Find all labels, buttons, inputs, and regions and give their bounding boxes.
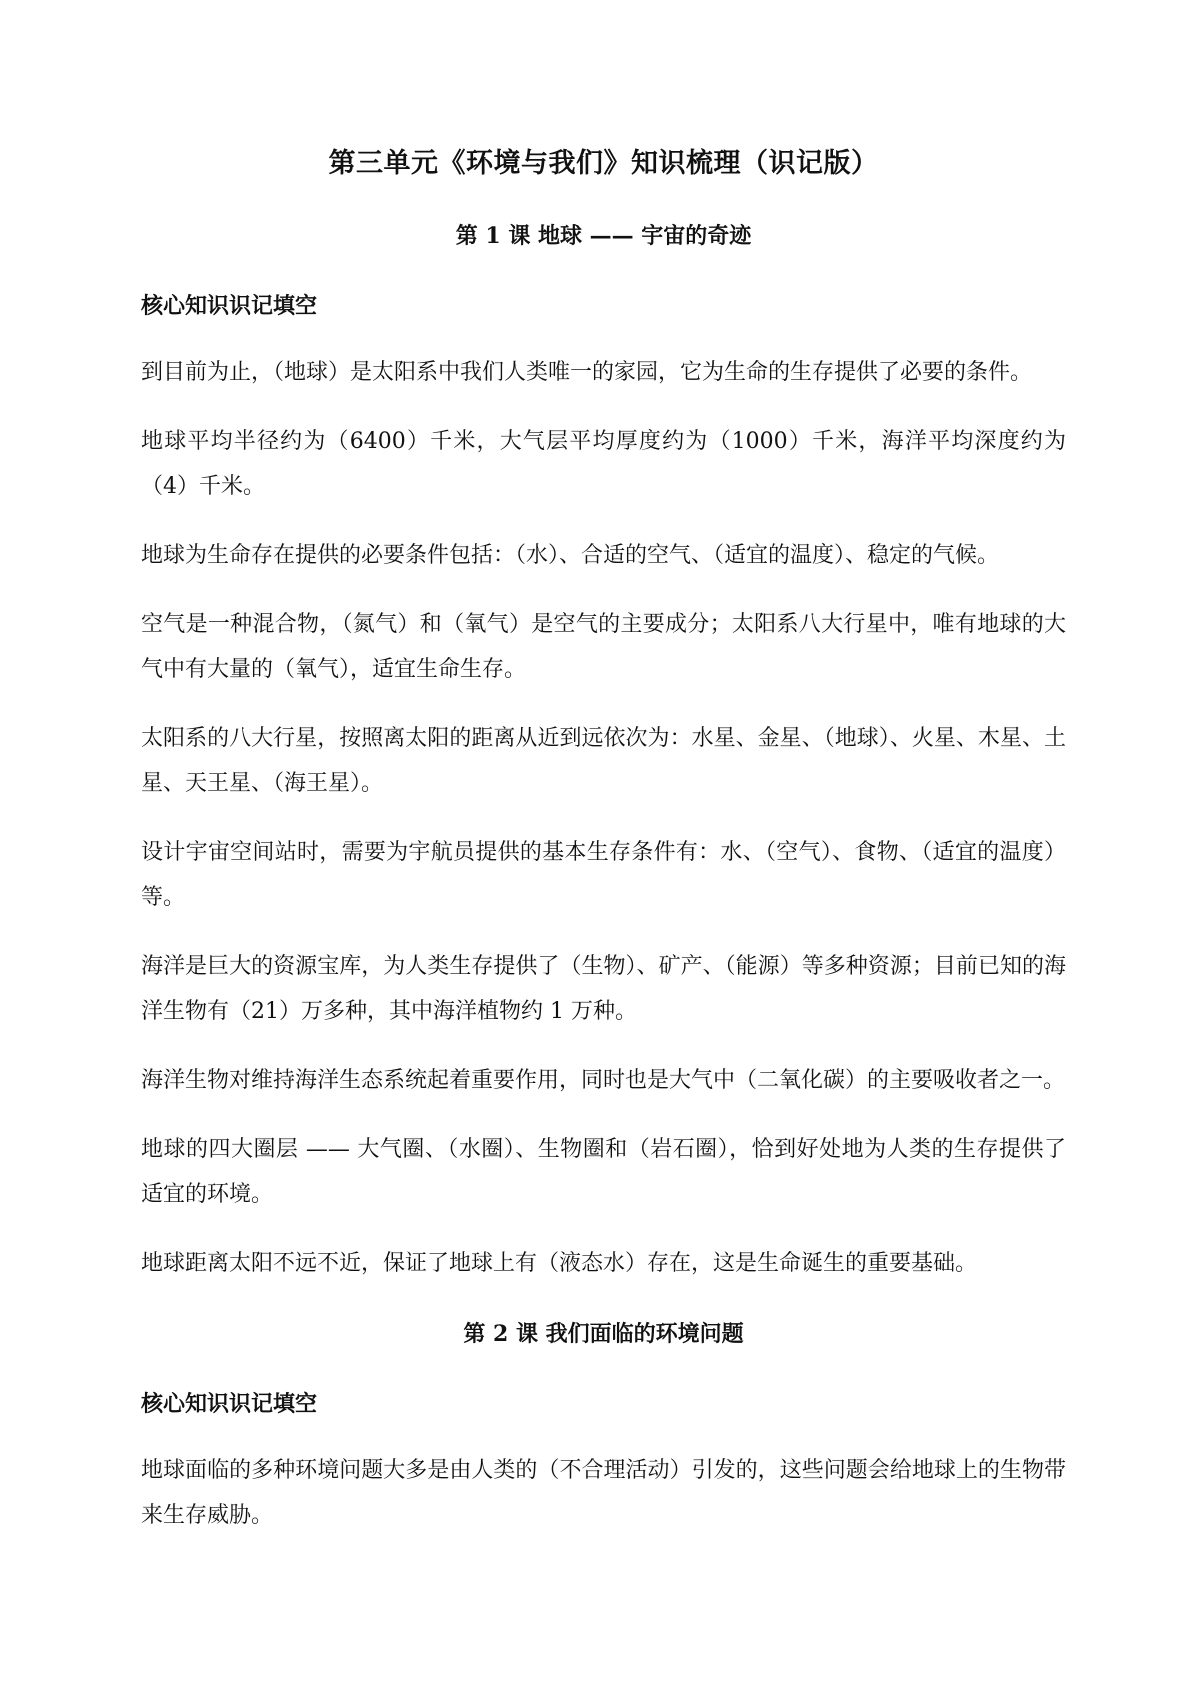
lesson-1-paragraph: 太阳系的八大行星，按照离太阳的距离从近到远依次为：水星、金星、（地球）、火星、木星、土星、天王星、（海王星）。 bbox=[141, 726, 1066, 796]
lesson-1-paragraph: 海洋生物对维持海洋生态系统起着重要作用，同时也是大气中（二氧化碳）的主要吸收者之一。 bbox=[141, 1068, 1066, 1093]
lesson-1-title: 第 1 课 地球 —— 宇宙的奇迹 bbox=[455, 223, 752, 249]
lesson-1-paragraph: 海洋是巨大的资源宝库，为人类生存提供了（生物）、矿产、（能源）等多种资源；目前已知的海洋生物有（21）万多种，其中海洋植物约 1 万种。 bbox=[141, 954, 1066, 1024]
lesson-1-paragraph: 到目前为止，（地球）是太阳系中我们人类唯一的家园，它为生命的生存提供了必要的条件。 bbox=[141, 360, 1033, 385]
lesson-2-paragraph: 地球面临的多种环境问题大多是由人类的（不合理活动）引发的，这些问题会给地球上的生物带来生存威胁。 bbox=[141, 1458, 1066, 1528]
lesson-2-section-label: 核心知识识记填空 bbox=[141, 1391, 318, 1417]
lesson-1-paragraph: 地球为生命存在提供的必要条件包括：（水）、合适的空气、（适宜的温度）、稳定的气候。 bbox=[141, 543, 1000, 568]
document-title: 第三单元《环境与我们》知识梳理（识记版） bbox=[328, 148, 879, 179]
lesson-1-paragraph: 地球距离太阳不远不近，保证了地球上有（液态水）存在，这是生命诞生的重要基础。 bbox=[141, 1251, 978, 1276]
lesson-1-section-label: 核心知识识记填空 bbox=[141, 293, 318, 319]
lesson-2-title: 第 2 课 我们面临的环境问题 bbox=[463, 1321, 744, 1347]
lesson-1-paragraph: 空气是一种混合物，（氮气）和（氧气）是空气的主要成分；太阳系八大行星中，唯有地球的大气中有大量的（氧气），适宜生命生存。 bbox=[141, 612, 1066, 682]
lesson-1-paragraph: 设计宇宙空间站时，需要为宇航员提供的基本生存条件有：水、（空气）、食物、（适宜的温度）等。 bbox=[141, 840, 1066, 910]
lesson-1-paragraph: 地球的四大圈层 —— 大气圈、（水圈）、生物圈和（岩石圈），恰到好处地为人类的生存提供了适宜的环境。 bbox=[141, 1137, 1066, 1207]
lesson-1-paragraph: 地球平均半径约为（6400）千米，大气层平均厚度约为（1000）千米，海洋平均深度约为（4）千米。 bbox=[141, 429, 1066, 499]
